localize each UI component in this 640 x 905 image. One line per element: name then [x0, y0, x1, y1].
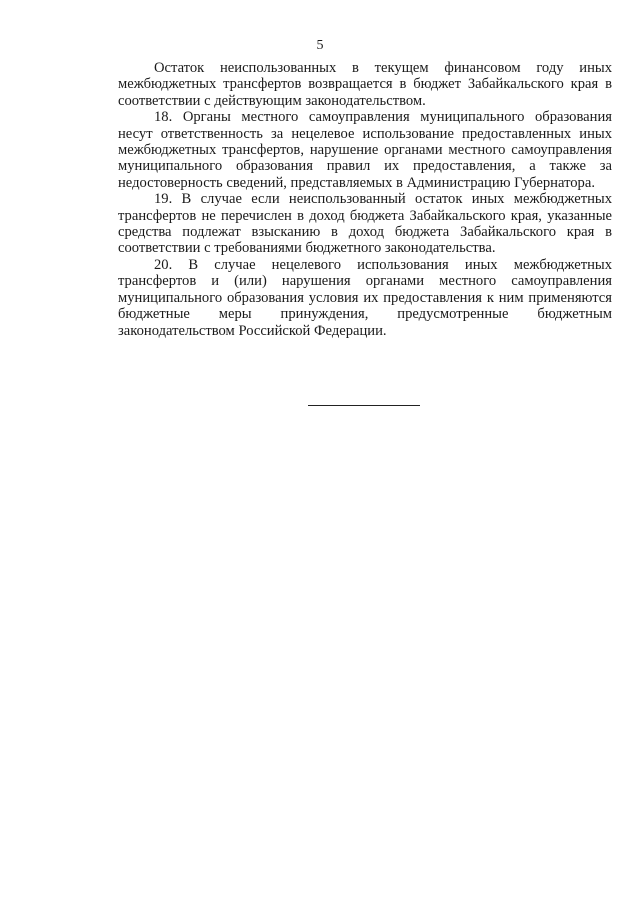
- paragraph-19-recovery: 19. В случае если неиспользованный остаток иных межбюджетных трансфертов не перечислен в доход бюджета Забайкальского края, указанные средства подлежат взысканию в доход бюджета Забайкальского края в соответствии с требованиями бюджетного законодательства.: [118, 191, 612, 257]
- document-body: [118, 60, 612, 339]
- paragraph-20-enforcement: 20. В случае нецелевого использования иных межбюджетных трансфертов и (или) нарушения органами местного самоуправления муниципального образования условия их предоставления к ним применяются бюджетные меры принуждения, предусмотренные бюджетным законодательством Российской Федерации.: [118, 256, 612, 339]
- end-of-document-rule: [308, 405, 420, 406]
- paragraph-remainder-return: Остаток неиспользованных в текущем финансовом году иных межбюджетных трансфертов возвращается в бюджет Забайкальского края в соответствии с действующим законодательством.: [118, 60, 612, 109]
- page-number: 5: [316, 38, 324, 53]
- paragraph-18-responsibility: 18. Органы местного самоуправления муниципального образования несут ответственность за нецелевое использование предоставленных иных межбюджетных трансфертов, нарушение органами местного самоуправления муниципального образования правил их предоставления, а также за недостоверность сведений, представляемых в Администрацию Губернатора.: [118, 109, 612, 191]
